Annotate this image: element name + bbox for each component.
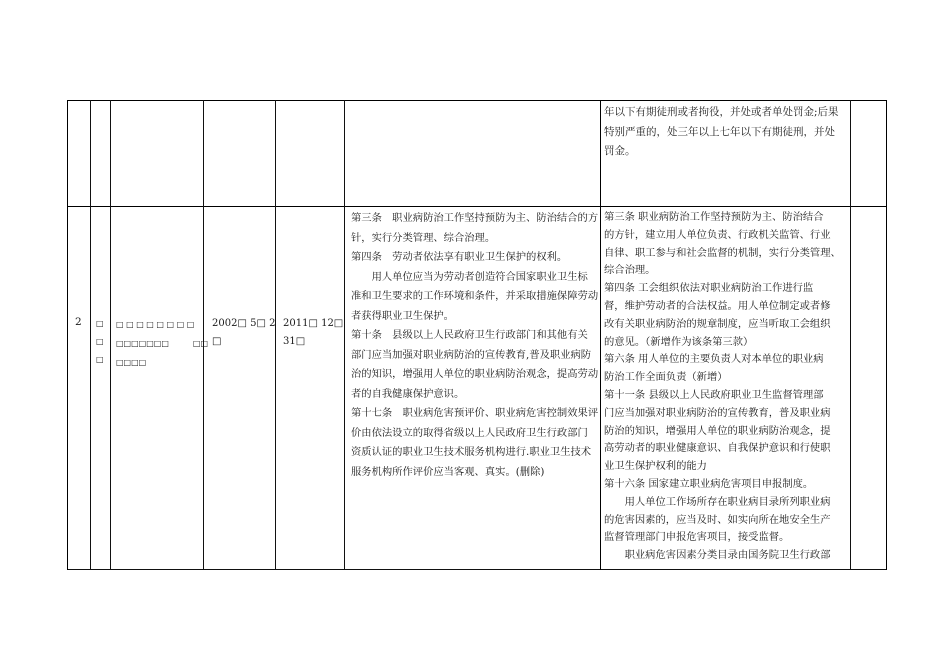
table-bottom-border: [67, 569, 886, 570]
law-name-cell: [116, 315, 208, 372]
text-line: 第十六条 国家建立职业病危害项目申报制度。: [604, 477, 814, 490]
text-line: 职业病危害因素分类目录由国务院卫生行政部: [604, 549, 831, 562]
category-glyph: □: [96, 319, 104, 328]
row-divider: [67, 206, 886, 207]
new-provision-text: [604, 209, 841, 565]
text-line: 的方针，建立用人单位负责、行政机关监管、行业: [604, 228, 831, 241]
text-line: 资质认证的职业卫生技术服务机构进行.职业卫生技术: [351, 446, 592, 458]
text-line: 的危害因素的，应当及时、如实向所在地安全生产: [604, 513, 831, 526]
text-line: 者的自我健康保护意识。: [351, 387, 465, 400]
text-line: 第四条 劳动者依法享有职业卫生保护的权利。: [351, 251, 568, 263]
col-border: [67, 100, 68, 570]
category-cell: [96, 315, 104, 369]
revised-date-cell: [283, 315, 343, 351]
text-line: 业卫生保护权利的能力: [604, 460, 707, 473]
col-border: [850, 100, 851, 570]
col-border: [886, 100, 887, 570]
text-line: 门应当加强对职业病防治的宣传教育，普及职业病: [604, 406, 831, 419]
text-line: 第十条 县级以上人民政府卫生行政部门和其他有关: [351, 329, 588, 341]
text-line: 高劳动者的职业健康意识、自我保护意识和行使职: [604, 442, 831, 455]
text-line: 督，维护劳动者的合法权益。用人单位制定或者修: [604, 299, 831, 312]
law-name-line: □ □ □ □ □ □ □ □: [116, 320, 195, 329]
text-line: 第三条 职业病防治工作坚持预防为主、防治结合: [604, 211, 824, 223]
text-line: 用人单位工作场所存在职业病目录所列职业病: [604, 495, 831, 508]
law-name-line: □□□□□□□ □□: [116, 339, 209, 348]
text-line: 自律、职工参与和社会监督的机制，实行分类管理、: [604, 246, 841, 259]
text-line: 罚金。: [604, 145, 636, 157]
text-line: 监督管理部门申报危害项目，接受监督。: [604, 531, 790, 544]
text-line: 防治的知识，增强用人单位的职业病防治观念，提: [604, 424, 831, 437]
col-border: [110, 100, 111, 570]
text-line: 第四条 工会组织依法对职业病防治工作进行监: [604, 282, 814, 295]
text-line: 用人单位应当为劳动者创造符合国家职业卫生标: [351, 270, 588, 283]
text-line: 综合治理。: [604, 264, 656, 277]
text-line: 防治工作全面负责（新增）: [604, 371, 728, 384]
text-line: 者获得职业卫生保护。: [351, 309, 454, 322]
text-line: 价由依法设立的取得省级以上人民政府卫生行政部门: [351, 426, 588, 439]
col-border: [90, 100, 91, 570]
continued-new-text: [604, 103, 839, 162]
text-line: 特别严重的，处三年以上七年以下有期徒刑，并处: [604, 125, 835, 138]
effective-date-cell: [212, 315, 275, 351]
category-glyph: □: [96, 355, 104, 364]
text-line: 第三条 职业病防治工作坚持预防为主、防治结合的方: [351, 212, 599, 224]
date-line: 2002□ 5□ 2: [212, 318, 276, 329]
text-line: 治的知识，增强用人单位的职业病防治观念，提高劳动: [351, 368, 599, 380]
text-line: 的意见。（新增作为该条第三款）: [604, 335, 754, 348]
row-number: 2: [75, 316, 82, 328]
date-line: □: [212, 336, 222, 347]
date-line: 2011□ 12□: [283, 318, 344, 329]
text-line: 服务机构所作评价应当客观、真实。(删除): [351, 465, 545, 478]
text-line: 年以下有期徒刑或者拘役，并处或者单处罚金;后果: [604, 106, 839, 118]
text-line: 改有关职业病防治的规章制度，应当听取工会组织: [604, 317, 831, 330]
text-line: 第十七条 职业病危害预评价、职业病危害控制效果评: [351, 407, 599, 419]
text-line: 针，实行分类管理、综合治理。: [351, 231, 496, 244]
col-border: [600, 100, 601, 570]
category-glyph: □: [96, 337, 104, 346]
law-name-line: □□□□: [116, 358, 147, 367]
text-line: 第六条 用人单位的主要负责人对本单位的职业病: [604, 353, 824, 366]
old-provision-text: [351, 209, 598, 482]
date-line: 31□: [283, 336, 306, 347]
col-border: [344, 100, 345, 570]
text-line: 部门应当加强对职业病防治的宣传教育,普及职业病防: [351, 348, 592, 361]
text-line: 准和卫生要求的工作环境和条件，并采取措施保障劳动: [351, 290, 599, 302]
table-top-border: [67, 100, 886, 101]
text-line: 第十一条 县级以上人民政府职业卫生监督管理部: [604, 388, 824, 401]
